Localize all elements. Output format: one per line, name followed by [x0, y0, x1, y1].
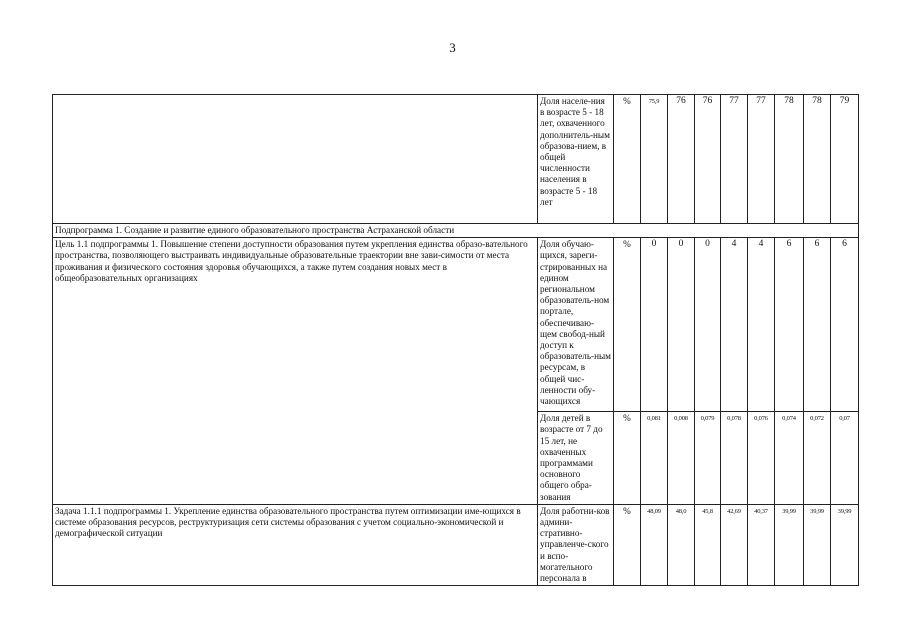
value-cell: 0,074: [775, 412, 804, 505]
value-cell: 78: [804, 95, 831, 224]
value-cell: 6: [804, 238, 831, 412]
table-row: [53, 238, 859, 412]
value-cell: 39,99: [831, 504, 859, 585]
indicator-cell: Доля обучаю-щихся, зареги-стрированных на едином региональном образователь-ном портале, обеспечиваю-щем свобод-ный доступ к образователь-ным ресурсам, в общей чис-ленности обу-чающихся: [538, 238, 614, 412]
description-cell: Цель 1.1 подпрограммы 1. Повышение степени доступности образования путем укрепления единства образо-вательного пространства, позволяющего выстраивать индивидуальные образовательные траектории вне зави-симости от места проживания и физического состояния здоровья обучающихся, а также путем создания новых мест в общеобразовательных организациях: [53, 238, 538, 505]
value-cell: 0: [641, 238, 668, 412]
value-cell: 45,8: [695, 504, 721, 585]
value-cell: 0,079: [695, 412, 721, 505]
value-cell: 77: [721, 95, 748, 224]
value-cell: 6: [831, 238, 859, 412]
unit-cell: %: [614, 412, 641, 505]
value-cell: 76: [695, 95, 721, 224]
value-cell: 77: [748, 95, 775, 224]
value-cell: 79: [831, 95, 859, 224]
value-cell: 48,09: [641, 504, 668, 585]
unit-cell: %: [614, 504, 641, 585]
value-cell: 0: [668, 238, 695, 412]
indicator-cell: Доля работни-ков админи-стративно-управленче-ского и вспо-могательного персонала в: [538, 504, 614, 585]
indicator-cell: Доля населе-ния в возрасте 5 - 18 лет, охваченного дополнитель-ным образова-нием, в общей численности населения в возрасте 5 - 18 лет: [538, 95, 614, 224]
value-cell: 0,072: [804, 412, 831, 505]
value-cell: 0,078: [721, 412, 748, 505]
description-cell: Задача 1.1.1 подпрограммы 1. Укрепление единства образовательного пространства путем оптимизации име-ющихся в системе образования ресурсов, реструктуризация сети системы образования с учетом социально-экономической и демографической ситуации: [53, 504, 538, 585]
value-cell: 0,076: [748, 412, 775, 505]
table-row: [53, 504, 859, 585]
subprogram-title: Подпрограмма 1. Создание и развитие единого образовательного пространства Астраханской области: [53, 224, 859, 238]
value-cell: 4: [748, 238, 775, 412]
unit-cell: %: [614, 238, 641, 412]
value-cell: 0,07: [831, 412, 859, 505]
value-cell: 39,99: [775, 504, 804, 585]
value-cell: 0,081: [641, 412, 668, 505]
table-row: [53, 95, 859, 224]
value-cell: 76: [668, 95, 695, 224]
value-cell: 48,0: [668, 504, 695, 585]
value-cell: 75,9: [641, 95, 668, 224]
unit-cell: %: [614, 95, 641, 224]
value-cell: 4: [721, 238, 748, 412]
description-cell: [53, 95, 538, 224]
indicator-cell: Доля детей в возрасте от 7 до 15 лет, не охваченных программами основного общего обра-зования: [538, 412, 614, 505]
value-cell: 0,008: [668, 412, 695, 505]
value-cell: 78: [775, 95, 804, 224]
value-cell: 40,37: [748, 504, 775, 585]
value-cell: 39,99: [804, 504, 831, 585]
value-cell: 6: [775, 238, 804, 412]
table-row: [53, 224, 859, 238]
page-number: 3: [449, 40, 456, 55]
value-cell: 0: [695, 238, 721, 412]
indicators-table: [52, 94, 859, 586]
value-cell: 42,69: [721, 504, 748, 585]
